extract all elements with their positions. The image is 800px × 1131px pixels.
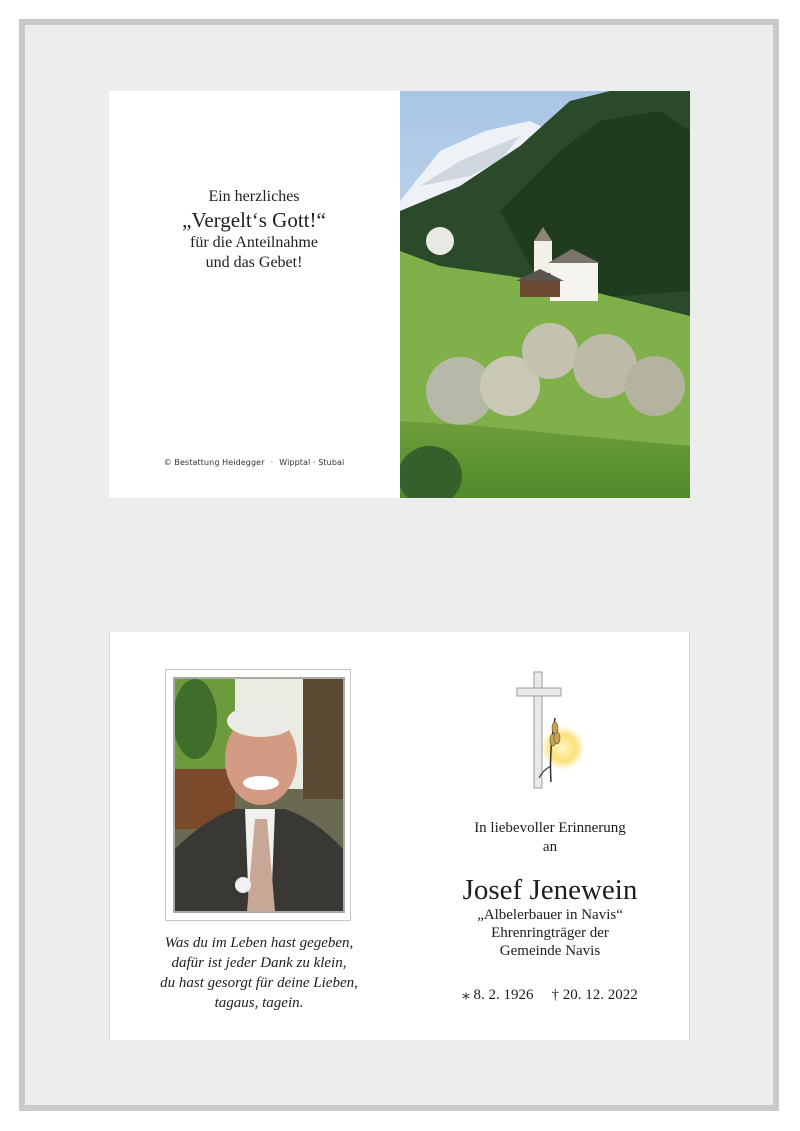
landscape-photo xyxy=(400,91,690,498)
intro-line-2: an xyxy=(542,839,558,855)
thanks-card xyxy=(109,91,690,498)
portrait-image xyxy=(175,679,343,911)
copyright-text: © Bestattung Heidegger xyxy=(163,458,265,467)
title-line-1: Ehrenringträger der xyxy=(491,925,609,941)
verse-line-3: du hast gesorgt für deine Lieben, xyxy=(160,975,358,991)
title-line-2: Gemeinde Navis xyxy=(499,943,601,959)
verse-line-1: Was du im Leben hast gegeben, xyxy=(164,935,354,951)
born-date: 8. 2. 1926 xyxy=(473,987,534,1003)
verse-line-4: tagaus, tagein. xyxy=(214,995,304,1011)
portrait-frame xyxy=(165,669,351,921)
thanks-line-2: „Vergelt‘s Gott!“ xyxy=(182,208,326,232)
died-date: 20. 12. 2022 xyxy=(562,987,638,1003)
intro-line-1: In liebevoller Erinnerung xyxy=(474,820,626,836)
nickname: „Albelerbauer in Navis“ xyxy=(477,907,623,923)
separator-dot: · xyxy=(270,458,274,467)
thanks-text xyxy=(109,187,399,273)
copyright-line xyxy=(109,458,399,467)
memorial-text xyxy=(409,819,690,960)
region-text: Wipptal · Stubai xyxy=(279,458,345,467)
thanks-line-1: Ein herzliches xyxy=(208,188,300,205)
cross-icon xyxy=(515,670,585,790)
life-dates xyxy=(409,985,690,1004)
verse xyxy=(110,933,408,1013)
deceased-name: Josef Jenewein xyxy=(462,874,638,906)
died-symbol: † xyxy=(551,987,559,1003)
thanks-line-4: und das Gebet! xyxy=(205,254,303,271)
thanks-line-3: für die Anteilnahme xyxy=(190,234,318,251)
portrait-photo xyxy=(173,677,345,913)
memorial-card xyxy=(109,632,690,1040)
verse-line-2: dafür ist jeder Dank zu klein, xyxy=(171,955,347,971)
born-symbol: ⁎ xyxy=(462,987,470,1003)
